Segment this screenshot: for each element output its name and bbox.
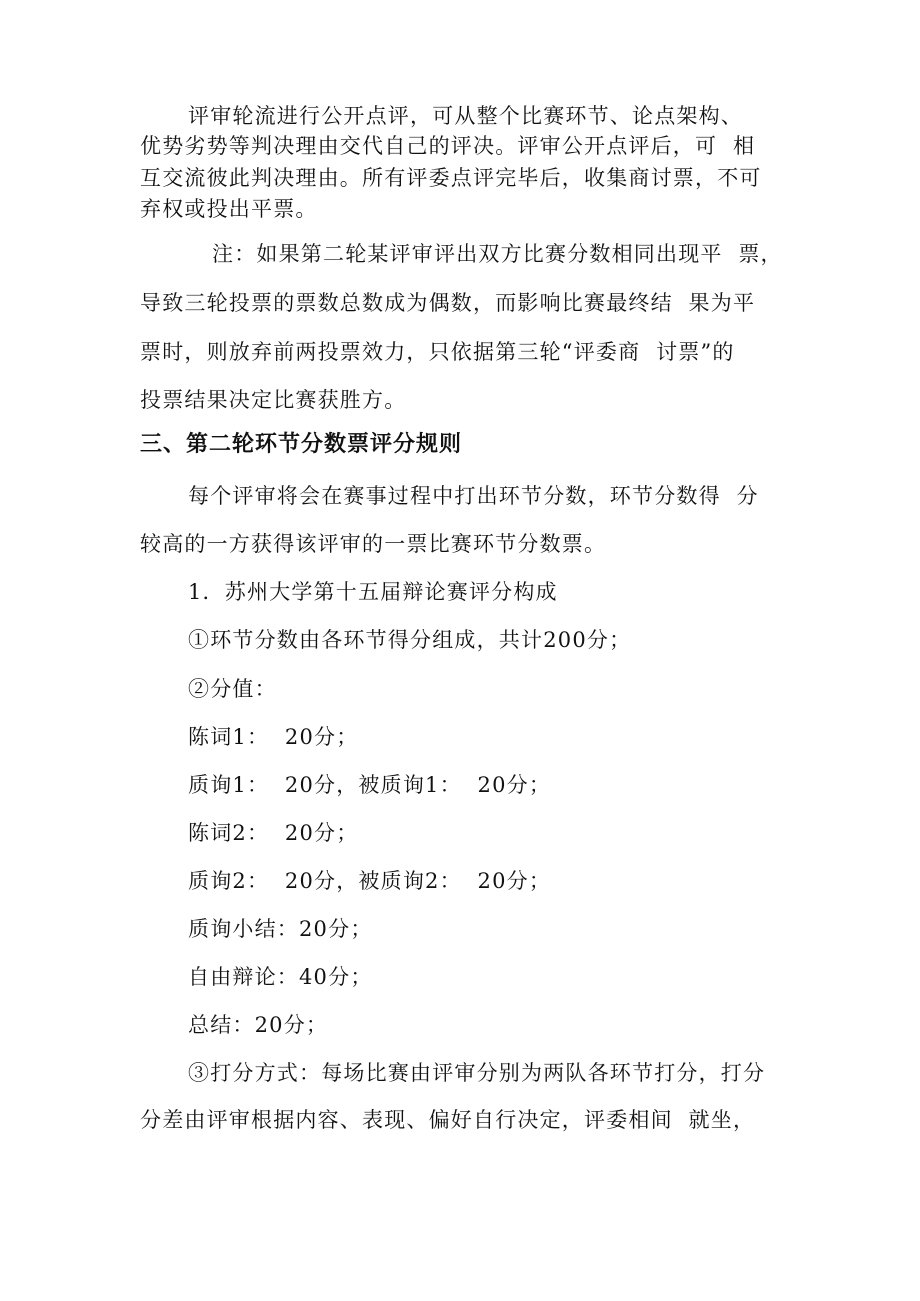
item-values-label: ②分值： [188, 677, 277, 701]
item-total: ①环节分数由各环节得分组成，共计200分； [188, 628, 632, 652]
note-line-4: 投票结果决定比赛获胜方。 [140, 388, 407, 412]
note-line-3: 票时，则放弃前两投票效力，只依据第三轮“评委商 讨票”的 [140, 340, 735, 364]
paragraph1-line-2: 优势劣势等判决理由交代自己的评决。评审公开点评后，可 相 [140, 134, 756, 158]
item1-title: 1．苏州大学第十五届辩论赛评分构成 [188, 580, 558, 604]
score-line: 陈词2： 20分； [188, 821, 359, 845]
note-line-2: 导致三轮投票的票数总数成为偶数，而影响比赛最终结 果为平 [140, 291, 756, 315]
paragraph1-line-4: 弃权或投出平票。 [140, 197, 318, 221]
section-heading: 三、第二轮环节分数票评分规则 [140, 432, 463, 457]
score-line: 质询1： 20分，被质询1： 20分； [188, 773, 552, 797]
section-intro-line-2: 较高的一方获得该评审的一票比赛环节分数票。 [140, 532, 607, 556]
score-line: 质询小结：20分； [188, 917, 373, 941]
score-line: 质询2： 20分，被质询2： 20分； [188, 869, 552, 893]
item-method-line-1: ③打分方式：每场比赛由评审分别为两队各环节打分，打分 [188, 1061, 766, 1085]
paragraph1-line-3: 互交流彼此判决理由。所有评委点评完毕后，收集商讨票，不可 [140, 166, 762, 190]
score-line: 总结：20分； [188, 1013, 329, 1037]
score-line: 陈词1： 20分； [188, 725, 359, 749]
note-line-1: 注：如果第二轮某评审评出双方比赛分数相同出现平 票， [212, 242, 783, 266]
section-intro-line-1: 每个评审将会在赛事过程中打出环节分数，环节分数得 分 [188, 484, 759, 508]
score-line: 自由辩论：40分； [188, 965, 373, 989]
item-method-line-2: 分差由评审根据内容、表现、偏好自行决定，评委相间 就坐， [140, 1108, 756, 1132]
paragraph1-line-1: 评审轮流进行公开点评，可从整个比赛环节、论点架构、 [188, 104, 743, 128]
